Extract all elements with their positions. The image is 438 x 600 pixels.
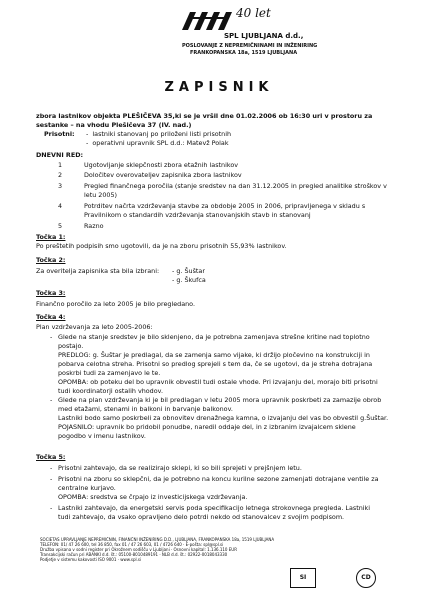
company-footer	[40, 537, 420, 562]
point-5-line: OPOMBA: sredstva se črpajo iz investicijskega vzdrževanja.	[58, 493, 248, 501]
point-4-line: Glede na plan vzdrževanja ki je bil predlagan v letu 2005 mora upravnik poskrbeti za zamazije obrob	[58, 396, 382, 404]
company-subtitle: POSLOVANJE Z NEPREMIČNINAMI IN INŽENIRING	[182, 43, 318, 49]
present-item-text: operativni upravnik SPL d.d.: Matevž Polak	[92, 139, 229, 147]
point-4-line: POJASNILO: upravnik bo pridobil ponudbe, naredil oddaje del, in z izbranim izvajalcem sklene	[58, 423, 356, 431]
agenda-number: 4	[58, 202, 63, 210]
point-4-line: OPOMBA: ob poteku del bo upravnik obvestil tudi ostale vhode. Pri izvajanju del, morajo biti prisotni	[58, 378, 378, 386]
point-4-line: Glede na stanje sredstev je bilo sklenjeno, da je potrebna zamenjava strešne kritine nad toplotno	[58, 333, 370, 341]
point-2-heading: Točka 2:	[36, 256, 66, 264]
footer-line: Podjetje v sistemu kakovosti ISO 9001 · www.spl.si	[40, 557, 142, 562]
agenda-item-text: Pravilnikom o standardih vzdrževanja stanovanjskih stavb in stanovanj	[84, 211, 311, 219]
document-title: ZAPISNIK	[164, 80, 274, 95]
present-item: - lastniki stanovanj po priloženi listi prisotnih	[86, 130, 232, 138]
verifier-name: - g. Šuštar	[172, 267, 205, 275]
point-4-line: tudi koordinatorji ostalih vhodov.	[58, 387, 163, 395]
agenda-number: 5	[58, 222, 63, 230]
point-1-heading: Točka 1:	[36, 233, 66, 241]
bullet-icon: -	[50, 333, 53, 341]
point-3-text: Finančno poročilo za leto 2005 je bilo pregledano.	[36, 300, 196, 308]
bullet-icon: -	[50, 475, 53, 483]
bullet-icon: -	[50, 396, 53, 404]
intro-line-2: sestanke – na vhodu Plešičeva 37 (IV. nad.)	[36, 121, 192, 129]
agenda-item-text: Razno	[84, 222, 104, 230]
present-label: Prisotni:	[44, 130, 75, 138]
agenda-item-text: Pregled finančnega poročila (stanje sredstev na dan 31.12.2005 in pregled analitike stroškov v	[84, 182, 387, 190]
company-logo	[180, 6, 318, 56]
point-5-heading: Točka 5:	[36, 453, 66, 461]
point-5-line: tudi zahtevajo, da vsako opravljeno delo potrdi nekdo od stanovalcev z svojim podpisom.	[58, 513, 345, 521]
footer-line: TELEFON: 01/ 47 26 600, tel 36 850, fax 01 / 47 26 603, 01 / 4726 640 · E-pošta: spl@spl.si	[40, 542, 224, 547]
agenda-number: 1	[58, 161, 63, 169]
point-4-line: pobarva celotna streha. Prisotni so predlog sprejeli s tem da, če se ugotovi, da je streha dotrajana	[58, 360, 373, 368]
agenda-item-text: Potrditev načrta vzdrževanja stavbe za obdobje 2005 in 2006, pripravljenega v skladu s	[84, 202, 366, 210]
footer-line: SOCIETAS UPRAVLJANJE NEPREMIČNIN, FINANČNI INŽENIRING D.D., LJUBLJANA, FRANKOPANSKA 18a, 1519 LJUBLJANA	[40, 537, 275, 542]
point-4-line: postajo.	[58, 342, 84, 350]
footer-line: Transakcijski račun pri ABANKI d.d. št.: 05100-8010489191 · NLB d.d. št.: 02922-0018043330	[40, 552, 228, 557]
point-4-line: poskrbi tudi za zamenjavo le te.	[58, 369, 161, 377]
present-item: - operativni upravnik SPL d.d.: Matevž Polak	[86, 139, 229, 147]
agenda-number: 2	[58, 171, 63, 179]
point-3-heading: Točka 3:	[36, 289, 66, 297]
agenda-number: 3	[58, 182, 63, 190]
intro-line-1: zbora lastnikov objekta PLEŠIČEVA 35,ki se je vršil dne 01.02.2006 ob 16:30 uri v prostoru za	[36, 112, 373, 120]
agenda-heading: DNEVNI RED:	[36, 151, 84, 159]
point-4-line: med etažami, stenami in balkoni in barvanje balkonov.	[58, 405, 233, 413]
point-5-line: Lastniki zahtevajo, da energetski servis poda specifikacijo letnega strokovnega pregleda. Lastniki	[58, 504, 371, 512]
footer-line: Družba vpisana v sodni register pri Okrožnem sodišču v Ljubljani · Osnovni kapital: 1.136.110 EUR	[40, 547, 237, 552]
point-4-line: pogodbo v imenu lastnikov.	[58, 432, 146, 440]
certification-cd-logo: CD	[356, 568, 376, 588]
point-2-text: Za overitelja zapisnika sta bila izbrani:	[36, 267, 160, 275]
bullet-icon: -	[50, 504, 53, 512]
point-1-text: Po preštetih podpisih smo ugotovili, da je na zboru prisotnih 55,93% lastnikov.	[36, 242, 287, 250]
verifier-name: - g. Škufca	[172, 276, 206, 284]
anniversary-label: 40 let	[236, 6, 271, 20]
point-4-intro: Plan vzdrževanja za leto 2005-2006:	[36, 323, 153, 331]
company-name: SPL LJUBLJANA d.d.,	[224, 32, 304, 40]
point-4-heading: Točka 4:	[36, 313, 66, 321]
agenda-item-text: letu 2005)	[84, 191, 118, 199]
certification-si-logo: SI	[290, 568, 316, 588]
agenda-item-text: Ugotovljanje sklepčnosti zbora etažnih lastnikov	[84, 161, 239, 169]
point-4-line: PREDLOG: g. Šuštar je predlagal, da se zamenja samo vijake, ki držijo pločevino na konstrukciji in	[58, 351, 370, 359]
point-5-line: Prisotni zahtevajo, da se realizirajo sklepi, ki so bili sprejeti v prejšnjem letu.	[58, 464, 302, 472]
point-5-line: centralne kurjavo.	[58, 484, 116, 492]
spl-logo-icon	[180, 8, 234, 34]
present-item-text: lastniki stanovanj po priloženi listi prisotnih	[92, 130, 232, 138]
bullet-icon: -	[50, 464, 53, 472]
company-address: FRANKOPANSKA 18a, 1519 LJUBLJANA	[190, 50, 298, 56]
point-4-line: Lastniki bodo samo poskrbeli za obnovitev drenažnega kamna, o izvajanju del vas bo obvestil g.Šuštar.	[58, 414, 389, 422]
point-5-line: Prisotni na zboru so sklepčni, da je potrebno na koncu kurilne sezone zamenjati dotrajane ventile za	[58, 475, 379, 483]
agenda-item-text: Določitev overovateljev zapisnika zbora lastnikov	[84, 171, 242, 179]
